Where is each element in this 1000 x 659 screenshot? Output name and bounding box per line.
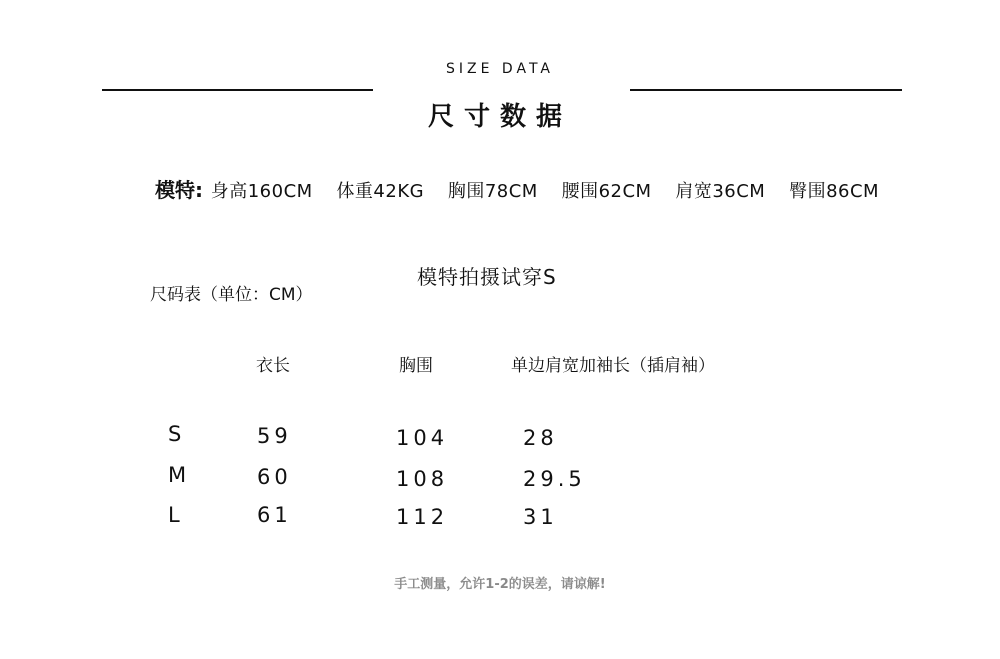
length-value: 61 <box>257 503 292 527</box>
model-hip: 臀围86CM <box>789 181 880 202</box>
length-value: 59 <box>257 424 292 448</box>
chest-value: 112 <box>396 505 449 529</box>
size-label: L <box>168 503 184 527</box>
size-label: M <box>168 463 191 487</box>
size-table-unit-label: 尺码表（单位：CM） <box>150 285 313 305</box>
shoulder-sleeve-value: 31 <box>523 505 558 529</box>
header-chest: 胸围 <box>399 356 433 376</box>
size-label: S <box>168 422 186 446</box>
right-divider <box>630 89 902 91</box>
model-size-caption: 模特拍摄试穿S <box>417 265 557 289</box>
length-value: 60 <box>257 465 292 489</box>
measurement-note: 手工测量，允许1-2的误差，请谅解! <box>394 577 606 592</box>
header-shoulder-sleeve: 单边肩宽加袖长（插肩袖） <box>511 356 715 376</box>
model-info <box>155 174 897 203</box>
shoulder-sleeve-value: 29.5 <box>523 467 586 491</box>
shoulder-sleeve-value: 28 <box>523 426 558 450</box>
page-title: 尺寸数据 <box>427 102 572 132</box>
header-length: 衣长 <box>256 356 290 376</box>
model-waist: 腰围62CM <box>561 181 652 202</box>
model-bust: 胸围78CM <box>447 181 538 202</box>
model-shoulder: 肩宽36CM <box>675 181 766 202</box>
chest-value: 104 <box>396 426 449 450</box>
left-divider <box>102 89 373 91</box>
page-subtitle: SIZE DATA <box>446 61 554 77</box>
chest-value: 108 <box>396 467 449 491</box>
model-label: 模特: <box>155 178 203 202</box>
model-height: 身高160CM <box>210 181 313 202</box>
model-weight: 体重42KG <box>336 181 425 202</box>
